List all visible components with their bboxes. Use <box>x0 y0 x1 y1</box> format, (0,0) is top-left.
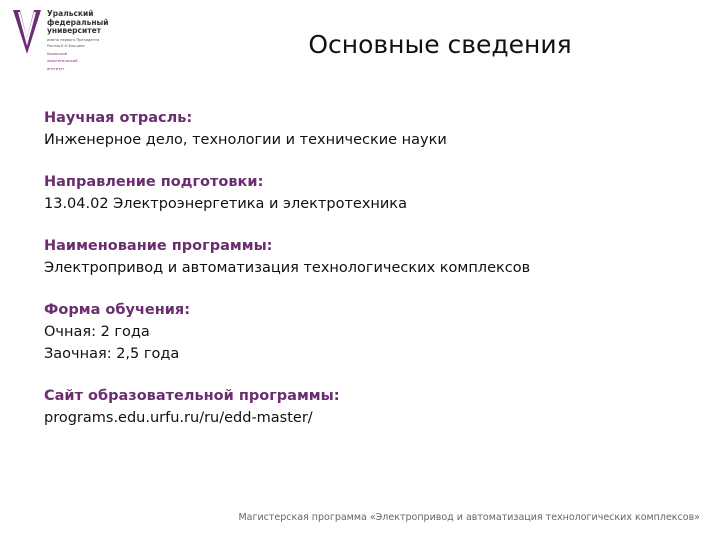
program-website-link[interactable]: programs.edu.urfu.ru/ru/edd-master/ <box>44 410 313 426</box>
section-value: 13.04.02 Электроэнергетика и электротехника <box>44 196 407 212</box>
logo-institute-line: Уральский <box>47 51 67 56</box>
section-label: Форма обучения: <box>44 302 191 318</box>
section-value: Инженерное дело, технологии и технические науки <box>44 132 447 148</box>
section-program-name <box>44 235 684 279</box>
section-label: Наименование программы: <box>44 238 273 254</box>
urfu-logo <box>10 8 120 78</box>
section-field <box>44 107 684 151</box>
section-value: Электропривод и автоматизация технологических комплексов <box>44 260 531 276</box>
logo-institute-line: энергетический <box>47 59 78 64</box>
logo-name-line: Уральский <box>47 9 94 18</box>
section-label: Научная отрасль: <box>44 110 193 126</box>
page-title: Основные сведения <box>308 30 572 59</box>
logo-name-line: университет <box>47 26 102 35</box>
section-value: Очная: 2 года <box>44 324 150 340</box>
section-study-form <box>44 299 684 365</box>
section-label: Сайт образовательной программы: <box>44 388 340 404</box>
footer-caption: Магистерская программа «Электропривод и автоматизация технологических комплексов» <box>238 512 700 523</box>
logo-subtitle-line: России Б.Н.Ельцина <box>47 44 85 49</box>
section-direction <box>44 171 684 215</box>
section-website <box>44 385 684 429</box>
logo-institute-line: институт <box>47 66 65 71</box>
urfu-emblem-icon <box>10 8 44 56</box>
section-label: Направление подготовки: <box>44 174 264 190</box>
logo-name-line: федеральный <box>47 17 109 27</box>
section-value: Заочная: 2,5 года <box>44 346 180 362</box>
logo-subtitle-line: имени первого Президента <box>47 37 100 42</box>
